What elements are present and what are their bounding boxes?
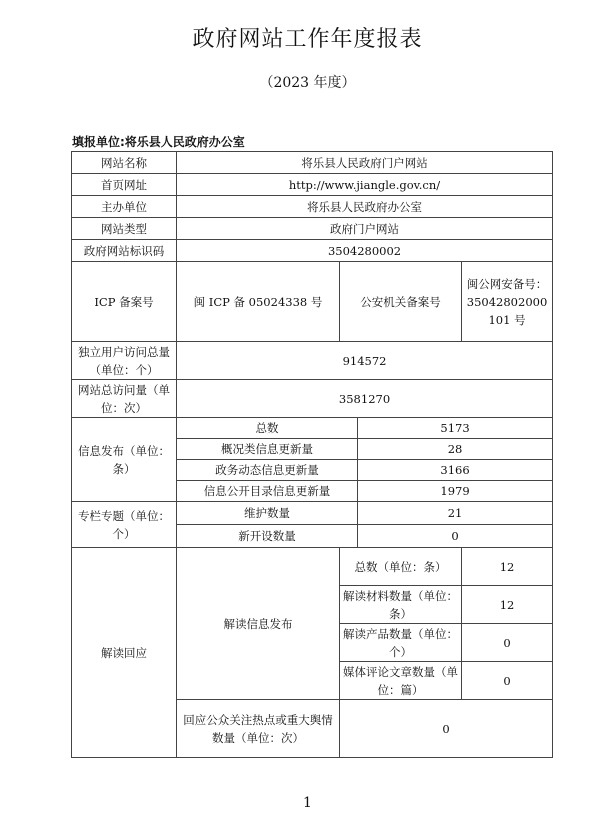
table-row — [72, 380, 553, 418]
site-name-label: 网站名称 — [72, 152, 177, 174]
interpret-media-label: 媒体评论文章数量（单位：篇） — [340, 662, 462, 700]
column-maintained-value: 21 — [358, 502, 553, 525]
info-catalog-label: 信息公开目录信息更新量 — [177, 481, 358, 502]
interpret-release-label: 解读信息发布 — [177, 548, 340, 700]
interpret-material-value: 12 — [462, 586, 553, 624]
info-release-label: 信息发布（单位：条） — [72, 418, 177, 502]
interpret-product-label: 解读产品数量（单位：个） — [340, 624, 462, 662]
table-row — [72, 342, 553, 380]
police-record-label: 公安机关备案号 — [340, 262, 462, 342]
table-row — [72, 196, 553, 218]
interpret-media-value: 0 — [462, 662, 553, 700]
site-type-value: 政府门户网站 — [177, 218, 553, 240]
table-row — [72, 218, 553, 240]
site-code-label: 政府网站标识码 — [72, 240, 177, 262]
info-total-label: 总数 — [177, 418, 358, 439]
table-row — [72, 262, 553, 342]
interpret-total-value: 12 — [462, 548, 553, 586]
table-row — [72, 152, 553, 174]
table-row — [72, 240, 553, 262]
total-visits-label: 网站总访问量（单位：次） — [72, 380, 177, 418]
report-year: （2023 年度） — [259, 75, 356, 91]
info-news-value: 3166 — [358, 460, 553, 481]
icp-label: ICP 备案号 — [72, 262, 177, 342]
site-url-label: 首页网址 — [72, 174, 177, 196]
interpret-material-label: 解读材料数量（单位：条） — [340, 586, 462, 624]
column-new-value: 0 — [358, 525, 553, 548]
site-type-label: 网站类型 — [72, 218, 177, 240]
info-overview-label: 概况类信息更新量 — [177, 439, 358, 460]
site-code-value: 3504280002 — [177, 240, 553, 262]
info-catalog-value: 1979 — [358, 481, 553, 502]
reporting-unit: 填报单位:将乐县人民政府办公室 — [72, 135, 245, 149]
police-record-value: 闽公网安备号：35042802000101 号 — [462, 262, 553, 342]
table-row — [72, 548, 553, 586]
total-visits-value: 3581270 — [177, 380, 553, 418]
icp-value: 闽 ICP 备 05024338 号 — [177, 262, 340, 342]
column-maintained-label: 维护数量 — [177, 502, 358, 525]
info-total-value: 5173 — [358, 418, 553, 439]
response-label: 回应公众关注热点或重大舆情数量（单位：次） — [177, 700, 340, 758]
table-row — [72, 418, 553, 439]
site-url-value: http://www.jiangle.gov.cn/ — [177, 174, 553, 196]
interpret-label: 解读回应 — [72, 548, 177, 758]
page-number: 1 — [303, 795, 312, 811]
report-title: 政府网站工作年度报表 — [192, 27, 423, 52]
site-sponsor-value: 将乐县人民政府办公室 — [177, 196, 553, 218]
unique-visits-label: 独立用户访问总量（单位：个） — [72, 342, 177, 380]
site-sponsor-label: 主办单位 — [72, 196, 177, 218]
site-name-value: 将乐县人民政府门户网站 — [177, 152, 553, 174]
response-value: 0 — [340, 700, 553, 758]
interpret-product-value: 0 — [462, 624, 553, 662]
info-news-label: 政务动态信息更新量 — [177, 460, 358, 481]
column-new-label: 新开设数量 — [177, 525, 358, 548]
table-row — [72, 174, 553, 196]
info-overview-value: 28 — [358, 439, 553, 460]
column-topic-label: 专栏专题（单位：个） — [72, 502, 177, 548]
report-table — [71, 151, 553, 758]
unique-visits-value: 914572 — [177, 342, 553, 380]
interpret-total-label: 总数（单位：条） — [340, 548, 462, 586]
table-row — [72, 502, 553, 525]
